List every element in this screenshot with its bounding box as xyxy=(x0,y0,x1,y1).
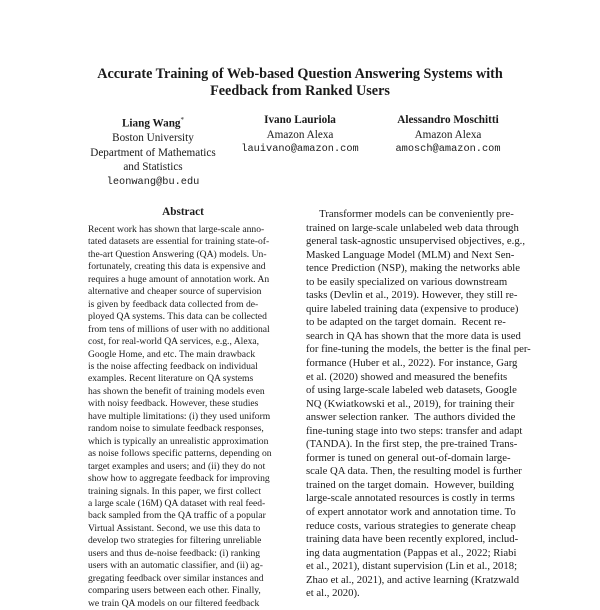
body-line: ing data augmentation (Pappas et al., 2022; Riabi xyxy=(306,546,517,559)
author-email[interactable]: lauivano@amazon.com xyxy=(241,143,359,155)
body-line: et al. (2020) showed and measured the benefits xyxy=(306,370,508,383)
title-line: Feedback from Ranked Users xyxy=(210,83,390,99)
abstract-line: is the noise affecting feedback on individual xyxy=(88,360,258,372)
body-line: tasks (Devlin et al., 2019). However, they still re- xyxy=(306,289,518,302)
author-affiliation: and Statistics xyxy=(123,161,183,174)
abstract-line: random noise to simulate feedback responses, xyxy=(88,423,264,435)
body-line: training data have been recently explored, includ- xyxy=(306,533,519,546)
abstract-line: comparing users between each other. Finally, xyxy=(88,585,261,597)
author-name: Ivano Lauriola xyxy=(264,114,336,126)
abstract-line: we train QA models on our filtered feedback xyxy=(88,597,260,609)
author-block-3 xyxy=(366,113,530,157)
abstract-heading: Abstract xyxy=(162,206,204,218)
author-email[interactable]: leonwang@bu.edu xyxy=(106,175,200,188)
abstract-line: Recent work has shown that large-scale anno- xyxy=(88,224,265,235)
author-block-2 xyxy=(218,113,382,157)
abstract-line: tated datasets are essential for training state-of- xyxy=(88,236,270,248)
author-email[interactable]: amosch@amazon.com xyxy=(395,143,501,155)
intro-body xyxy=(306,208,532,601)
abstract-line: from tens of millions of user with no additional xyxy=(88,323,270,335)
body-line: Transformer models can be conveniently pre- xyxy=(306,208,514,220)
abstract-line: cost, for real-world QA services, e.g., Alexa, xyxy=(88,336,260,348)
abstract-line: examples. Recent literature on QA systems xyxy=(88,373,254,385)
abstract-line: has shown the benefit of training models even xyxy=(88,385,265,397)
abstract-line: fortunately, creating this data is expensive and xyxy=(88,261,266,273)
body-line: trained on large-scale unlabeled web data through xyxy=(306,221,519,234)
body-line: to be easily specialized on various downstream xyxy=(306,275,508,288)
abstract-line: is given by feedback data collected from de- xyxy=(88,298,259,310)
body-line: answer selection ranker. The authors divided the xyxy=(306,411,516,424)
body-line: et al., 2020). xyxy=(306,587,360,600)
author-footnote-marker: * xyxy=(180,116,185,124)
abstract-line: show how to aggregate feedback for improving xyxy=(88,473,270,485)
body-line: NQ (Kwiatkowski et al., 2019), for training their xyxy=(306,397,515,410)
abstract-line: requires a huge amount of annotation work. An xyxy=(88,273,270,285)
abstract-line: target examples and users; and (ii) they do not xyxy=(88,460,266,472)
body-line: Masked Language Model (MLM) and Next Sen- xyxy=(306,248,515,261)
author-affiliation: Department of Mathematics xyxy=(90,146,216,159)
abstract-line: back sampled from the QA traffic of a popular xyxy=(88,510,266,522)
author-name: Alessandro Moschitti xyxy=(397,114,499,126)
abstract-line: as noise follows specific patterns, depending on xyxy=(88,448,272,460)
author-block-1 xyxy=(68,113,238,189)
abstract-line: training signals. In this paper, we first collect xyxy=(88,485,262,497)
body-line: search in QA has shown that the more data is used xyxy=(306,329,521,342)
abstract-line: the-art Question Answering (QA) models. Un- xyxy=(88,248,267,260)
abstract-line: have multiple limitations: (i) they used uniform xyxy=(88,410,271,422)
body-line: scale QA data. Then, the resulting model is further xyxy=(306,465,522,478)
body-line: formance (Huber et al., 2022). For instance, Garg xyxy=(306,357,518,370)
abstract-line: gregating feedback over similar instances and xyxy=(88,572,264,584)
body-line: of expert annotator work and annotation time. To xyxy=(306,506,516,519)
title-line: Accurate Training of Web-based Question Answering Systems with xyxy=(97,66,503,82)
abstract-line: a large scale (16M) QA dataset with real feed- xyxy=(88,497,266,509)
abstract-body xyxy=(88,224,278,610)
abstract-line: ployed QA systems. This data can be collected xyxy=(88,311,267,323)
body-line: large-scale annotated resources is costly in terms xyxy=(306,492,515,505)
abstract-line: develop two strategies for filtering unreliable xyxy=(88,535,262,547)
body-line: (TANDA). In the first step, the pre-trained Trans- xyxy=(306,438,518,451)
body-line: tence Prediction (NSP), making the networks able xyxy=(306,262,520,275)
author-affiliation: Amazon Alexa xyxy=(266,128,334,141)
body-line: Zhao et al., 2021), and active learning (Kratzwald xyxy=(306,573,520,586)
author-affiliation: Amazon Alexa xyxy=(414,128,482,141)
body-line: reduce costs, various strategies to generate cheap xyxy=(306,519,516,532)
paper-title xyxy=(60,66,540,100)
body-line: fine-tuning stage into two steps: transfer and adapt xyxy=(306,424,523,437)
abstract-line: with noisy feedback. However, these studies xyxy=(88,398,259,410)
body-line: to be adapted on the target domain. Recent re- xyxy=(306,316,506,329)
abstract-line: users with an automatic classifier, and (ii) ag- xyxy=(88,560,263,572)
abstract-line: Google Home, and etc. The main drawback xyxy=(88,348,256,360)
body-line: for fine-tuning the models, the better is the final per- xyxy=(306,343,531,356)
body-line: former is tuned on general out-of-domain large- xyxy=(306,451,511,464)
body-line: of using large-scale labeled web datasets, Google xyxy=(306,384,517,397)
abstract-line: alternative and cheaper source of supervision xyxy=(88,286,262,298)
author-affiliation: Boston University xyxy=(112,132,194,145)
author-name: Liang Wang* xyxy=(121,116,185,130)
abstract-line: which is typically an unrealistic approximation xyxy=(88,435,269,447)
body-line: et al., 2021), distant supervision (Lin et al., 2018; xyxy=(306,560,518,573)
abstract-line: Virtual Assistant. Second, we use this data to xyxy=(88,522,261,534)
body-line: trained on the target domain. However, building xyxy=(306,478,515,491)
abstract-line: users and thus de-noise feedback: (i) ranking xyxy=(88,547,261,559)
body-line: quire labeled training data (expensive to produce) xyxy=(306,302,519,315)
body-line: general task-agnostic unsupervised objectives, e.g., xyxy=(306,235,526,248)
